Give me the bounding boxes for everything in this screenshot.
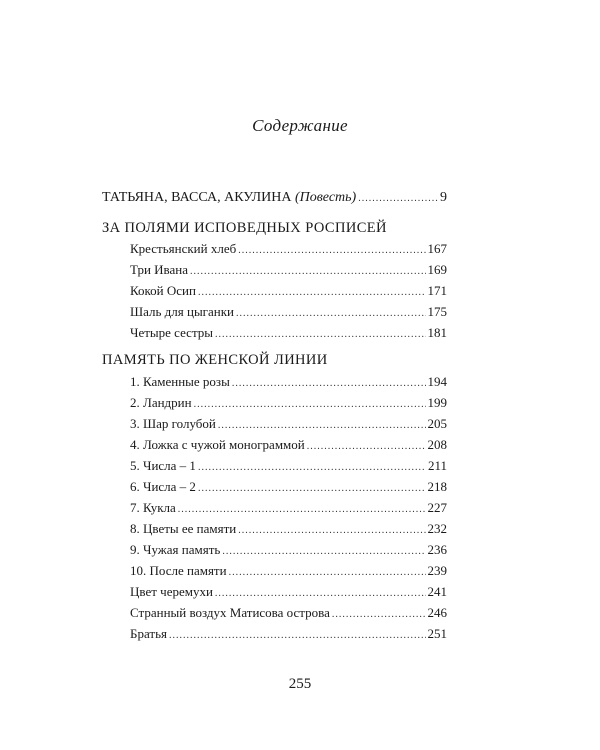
- entry-title: 10. После памяти: [130, 563, 227, 578]
- entry-title: 3. Шар голубой: [130, 416, 216, 431]
- page-number: 255: [288, 676, 312, 692]
- entry-page: 167: [427, 241, 447, 256]
- dot-leader: [215, 588, 426, 599]
- dot-leader: [229, 567, 426, 578]
- toc-entry: [130, 283, 447, 299]
- toc-entry: [130, 521, 447, 537]
- entry-title: Кокой Осип: [130, 283, 196, 298]
- entry-page: 241: [427, 584, 447, 599]
- toc-entry: [102, 190, 447, 206]
- toc-entry: [130, 325, 447, 341]
- entry-page: 208: [427, 437, 447, 452]
- toc-entry: [130, 584, 447, 600]
- toc-entry: [130, 416, 447, 432]
- toc-entry: [130, 500, 447, 516]
- entry-page: 194: [427, 374, 447, 389]
- entry-page: 236: [427, 542, 447, 557]
- entry-title: 8. Цветы ее памяти: [130, 521, 237, 536]
- entry-page: 199: [427, 395, 447, 410]
- entry-title: Крестьянский хлеб: [130, 241, 237, 256]
- entry-page: 232: [427, 521, 447, 536]
- toc-entry: [130, 437, 447, 453]
- entry-page: 171: [427, 283, 447, 298]
- dot-leader: [194, 399, 426, 410]
- entry-title: Три Ивана: [130, 262, 189, 277]
- entry-title: 2. Ландрин: [130, 395, 192, 410]
- dot-leader: [169, 630, 426, 641]
- entry-title: 6. Числа – 2: [130, 479, 196, 494]
- dot-leader: [190, 266, 425, 277]
- toc-entry: [130, 458, 447, 474]
- entry-page: 227: [427, 500, 447, 515]
- toc-entry: [130, 262, 447, 278]
- entry-title: 1. Каменные розы: [130, 374, 230, 389]
- toc-entry: [130, 479, 447, 495]
- dot-leader: [198, 462, 426, 473]
- toc-entry: [130, 241, 447, 257]
- entry-title: Странный воздух Матисова острова: [130, 605, 330, 620]
- entry-title: ТАТЬЯНА, ВАССА, АКУЛИНА: [102, 190, 292, 205]
- dot-leader: [215, 329, 425, 340]
- entry-title: 5. Числа – 1: [130, 458, 196, 473]
- entry-page: 251: [427, 626, 447, 641]
- dot-leader: [178, 504, 426, 515]
- entry-title: 7. Кукла: [130, 500, 176, 515]
- entry-title: Шаль для цыганки: [130, 304, 235, 319]
- toc-entry: [130, 304, 447, 320]
- section-heading: ПАМЯТЬ ПО ЖЕНСКОЙ ЛИНИИ: [102, 352, 328, 368]
- dot-leader: [198, 287, 426, 298]
- toc-entry: [130, 395, 447, 411]
- dot-leader: [332, 609, 426, 620]
- entry-page: 211: [427, 458, 447, 473]
- toc-entry: [130, 374, 447, 390]
- entry-page: 9: [440, 190, 447, 205]
- entry-title: 9. Чужая память: [130, 542, 221, 557]
- dot-leader: [238, 525, 425, 536]
- entry-page: 181: [427, 325, 447, 340]
- toc-entry: [130, 563, 447, 579]
- section-heading: ЗА ПОЛЯМИ ИСПОВЕДНЫХ РОСПИСЕЙ: [102, 220, 387, 236]
- entry-page: 246: [427, 605, 447, 620]
- dot-leader: [232, 378, 426, 389]
- dot-leader: [222, 546, 425, 557]
- dot-leader: [218, 420, 426, 431]
- entry-title: 4. Ложка с чужой монограммой: [130, 437, 305, 452]
- toc-entry: [130, 626, 447, 642]
- toc-entry: [130, 605, 447, 621]
- entry-title: Четыре сестры: [130, 325, 214, 340]
- entry-page: 239: [427, 563, 447, 578]
- dot-leader: [238, 245, 425, 256]
- entry-page: 205: [427, 416, 447, 431]
- entry-note: (Повесть): [294, 190, 357, 205]
- page-title: Содержание: [252, 116, 348, 135]
- dot-leader: [236, 308, 425, 319]
- entry-page: 169: [427, 262, 447, 277]
- entry-title: Цвет черемухи: [130, 584, 213, 599]
- entry-page: 175: [427, 304, 447, 319]
- dot-leader: [198, 483, 426, 494]
- dot-leader: [358, 193, 438, 204]
- dot-leader: [307, 441, 426, 452]
- toc-entry: [130, 542, 447, 558]
- entry-title: Братья: [130, 626, 167, 641]
- entry-page: 218: [427, 479, 447, 494]
